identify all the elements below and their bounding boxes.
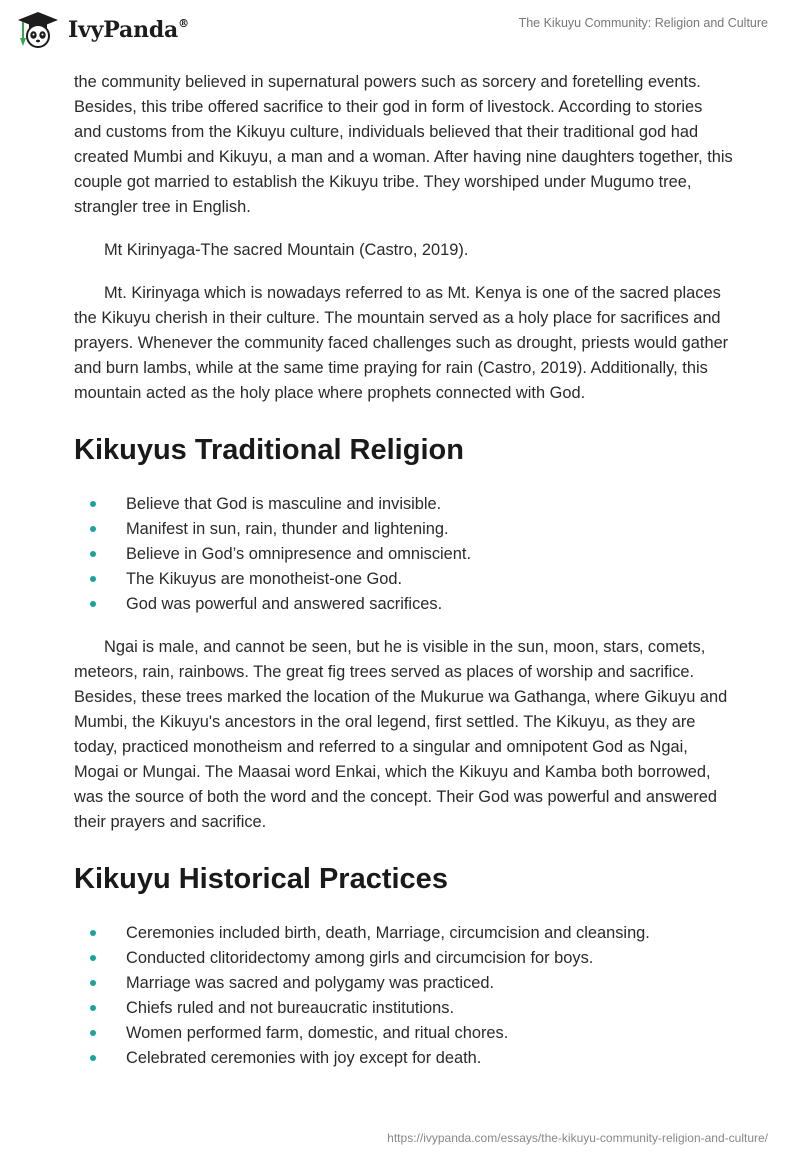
list-item: Ceremonies included birth, death, Marriage, circumcision and cleansing.: [74, 921, 734, 946]
bullet-icon: [90, 1055, 96, 1061]
bullet-icon: [90, 526, 96, 532]
bullet-icon: [90, 930, 96, 936]
list-item: Manifest in sun, rain, thunder and lightening.: [74, 517, 734, 542]
bullet-icon: [90, 955, 96, 961]
ivypanda-logo[interactable]: [14, 10, 189, 50]
page-header: [0, 0, 800, 70]
brand-name: IvyPanda®: [68, 16, 189, 43]
list-traditional-religion: [74, 492, 734, 617]
heading-traditional-religion: Kikuyus Traditional Religion: [74, 434, 464, 466]
list-item: Believe in God’s omnipresence and omniscient.: [74, 542, 734, 567]
document-title: The Kikuyu Community: Religion and Culture: [518, 16, 768, 30]
list-item: Marriage was sacred and polygamy was practiced.: [74, 971, 734, 996]
bullet-icon: [90, 501, 96, 507]
list-item: Conducted clitoridectomy among girls and circumcision for boys.: [74, 946, 734, 971]
paragraph-1: the community believed in supernatural powers such as sorcery and foretelling events. Besides, this tribe offered sacrifice to their god in form of livestock. According to stories and customs from the Kikuyu culture, individuals believed that their traditional god had created Mumbi and Kikuyu, a man and a woman. After having nine daughters together, this couple got married to establish the Kikuyu tribe. They worshiped under Mugumo tree, strangler tree in English.: [74, 73, 733, 216]
paragraph-3: Mt. Kirinyaga which is nowadays referred to as Mt. Kenya is one of the sacred places the Kikuyu cherish in their culture. The mountain served as a holy place for sacrifices and prayers. Whenever the community faced challenges such as drought, priests would gather and burn lambs, while at the same time praying for rain (Castro, 2019). Additionally, this mountain acted as the holy place where prophets connected with God.: [74, 284, 729, 402]
list-item: Women performed farm, domestic, and ritual chores.: [74, 1021, 734, 1046]
list-item: Celebrated ceremonies with joy except for death.: [74, 1046, 734, 1071]
bullet-icon: [90, 980, 96, 986]
list-item: God was powerful and answered sacrifices.: [74, 592, 734, 617]
list-item: The Kikuyus are monotheist-one God.: [74, 567, 734, 592]
paragraph-2: Mt Kirinyaga-The sacred Mountain (Castro, 2019).: [104, 241, 469, 259]
bullet-icon: [90, 1030, 96, 1036]
panda-graduate-icon: [14, 10, 62, 50]
list-historical-practices: [74, 921, 734, 1071]
list-item: Believe that God is masculine and invisible.: [74, 492, 734, 517]
bullet-icon: [90, 601, 96, 607]
bullet-icon: [90, 576, 96, 582]
bullet-icon: [90, 551, 96, 557]
source-url[interactable]: https://ivypanda.com/essays/the-kikuyu-community-religion-and-culture/: [387, 1131, 768, 1145]
essay-content: [74, 70, 734, 1071]
paragraph-4: Ngai is male, and cannot be seen, but he is visible in the sun, moon, stars, comets, meteors, rain, rainbows. The great fig trees served as places of worship and sacrifice. Besides, these trees marked the location of the Mukurue wa Gathanga, where Gikuyu and Mumbi, the Kikuyu's ancestors in the oral legend, first settled. The Kikuyu, as they are today, practiced monotheism and referred to a singular and omnipotent God as Ngai, Mogai or Mungai. The Maasai word Enkai, which the Kikuyu and Kamba both borrowed, was the source of both the word and the concept. Their God was powerful and answered their prayers and sacrifice.: [74, 638, 728, 831]
list-item: Chiefs ruled and not bureaucratic institutions.: [74, 996, 734, 1021]
heading-historical-practices: Kikuyu Historical Practices: [74, 863, 448, 895]
bullet-icon: [90, 1005, 96, 1011]
